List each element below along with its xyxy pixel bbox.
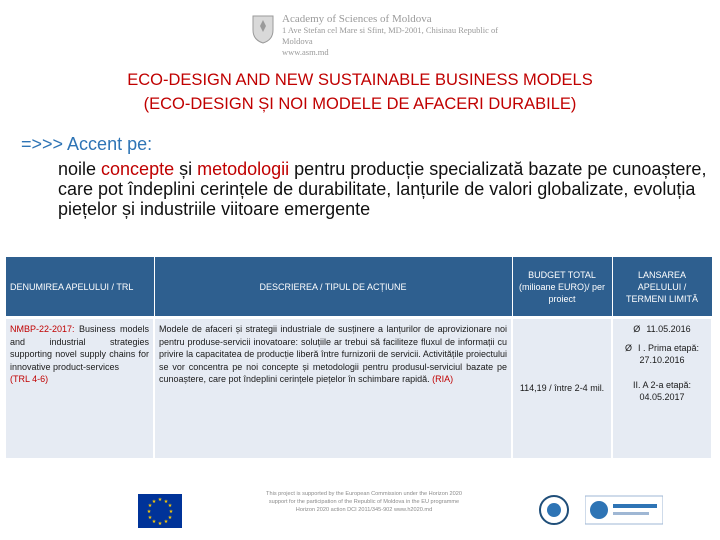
call-title: Business models and industrial strategies supporting novel supply chains for innovative product-services <box>10 324 149 372</box>
svg-text:★: ★ <box>151 499 157 505</box>
svg-text:★: ★ <box>147 503 153 509</box>
col-header-launch: LANSAREA APELULUI / TERMENI LIMITĂ <box>612 257 712 318</box>
letterhead <box>0 0 720 62</box>
svg-text:★: ★ <box>151 519 157 525</box>
svg-text:★: ★ <box>167 503 173 509</box>
call-budget: 114,19 / între 2-4 mil. <box>519 383 605 394</box>
svg-text:★: ★ <box>157 497 163 503</box>
cell-description <box>154 318 512 459</box>
page-title <box>0 68 720 116</box>
eu-flag-icon <box>138 494 182 528</box>
stage-1-label: I . Prima etapă: <box>637 342 700 353</box>
arrow-bullet-icon: Ø <box>633 324 641 334</box>
letterhead-text <box>282 14 522 58</box>
funding-notice: This project is supported by the European Commission under the Horizon 2020 support for the participation of the Republic of Moldova in the EU programme Horizon 2020 action DCI 2011/345-902 www.h2020.md <box>266 491 462 513</box>
col-header-budget: BUDGET TOTAL (milioane EURO)/ per proiect <box>512 257 612 318</box>
stage-2-date: 04.05.2017 <box>639 392 685 402</box>
call-code: NMBP-22-2017: <box>10 324 75 334</box>
footer <box>0 478 720 540</box>
accent-word-methodologies: metodologii <box>197 159 290 179</box>
cell-deadlines <box>612 318 712 459</box>
svg-text:★: ★ <box>163 499 169 505</box>
deadline-launch <box>617 323 707 336</box>
calls-table <box>6 257 713 458</box>
title-line-1: ECO-DESIGN AND NEW SUSTAINABLE BUSINESS MODELS <box>127 71 593 89</box>
table-header-row <box>6 257 712 318</box>
stage-2-label: II. A 2-a etapă: <box>632 379 692 390</box>
org-address: 1 Ave Stefan cel Mare si Sfint, MD-2001, Chisinau Republic of Moldova <box>282 25 499 46</box>
svg-text:★: ★ <box>157 521 163 527</box>
accent-label: =>>> Accent pe: <box>21 134 153 154</box>
svg-text:★: ★ <box>146 509 152 515</box>
svg-text:★: ★ <box>147 515 153 521</box>
cell-budget <box>512 318 612 459</box>
call-trl: (TRL 4-6) <box>10 374 49 384</box>
stage-1-date: 27.10.2016 <box>639 355 685 365</box>
col-header-call-name: DENUMIREA APELULUI / TRL <box>6 257 154 318</box>
table-row <box>6 318 712 459</box>
launch-date: 11.05.2016 <box>646 324 691 334</box>
cell-call-name <box>6 318 154 459</box>
h2020-logo-icon <box>585 492 663 528</box>
partner-logo-icon <box>538 494 570 526</box>
svg-text:★: ★ <box>168 509 174 515</box>
deadline-stage-1 <box>617 342 707 355</box>
org-website: www.asm.md <box>282 47 329 57</box>
svg-text:★: ★ <box>167 515 173 521</box>
academy-crest-icon <box>251 14 275 44</box>
accent-mid: și <box>174 159 198 179</box>
accent-rest: pentru producție specializată bazate pe cunoaștere, care pot îndeplini cerințele de durabilitate, lanțurile de valori globalizate, evoluția piețelor și industriile viitoare emergente <box>58 159 707 219</box>
accent-text <box>58 159 708 219</box>
org-name: Academy of Sciences of Moldova <box>282 13 432 25</box>
title-line-2: (ECO-DESIGN ȘI NOI MODELE DE AFACERI DURABILE) <box>143 95 577 113</box>
accent-pre: noile <box>58 159 102 179</box>
accent-word-concepts: concepte <box>101 159 175 179</box>
call-action-type: (RIA) <box>432 374 454 384</box>
svg-text:★: ★ <box>163 519 169 525</box>
col-header-description: DESCRIEREA / TIPUL DE ACȚIUNE <box>154 257 512 318</box>
arrow-bullet-icon: Ø <box>624 342 632 353</box>
call-description: Modele de afaceri și strategii industriale de susținere a lanțurilor de aprovizionare noi pentru produse-servicii inovatoare: soluțiile ar trebui să faciliteze fluxul de informații cu privire la capacitatea de producție liberă între furnizorii de servicii. Activitățile proiectului se vor concentra pe noi concepte și metodologii pentru produsul-serviciul bazate pe cunoaștere, care pot îndeplini cerințele piețelor în schimbare rapidă. <box>159 324 507 384</box>
